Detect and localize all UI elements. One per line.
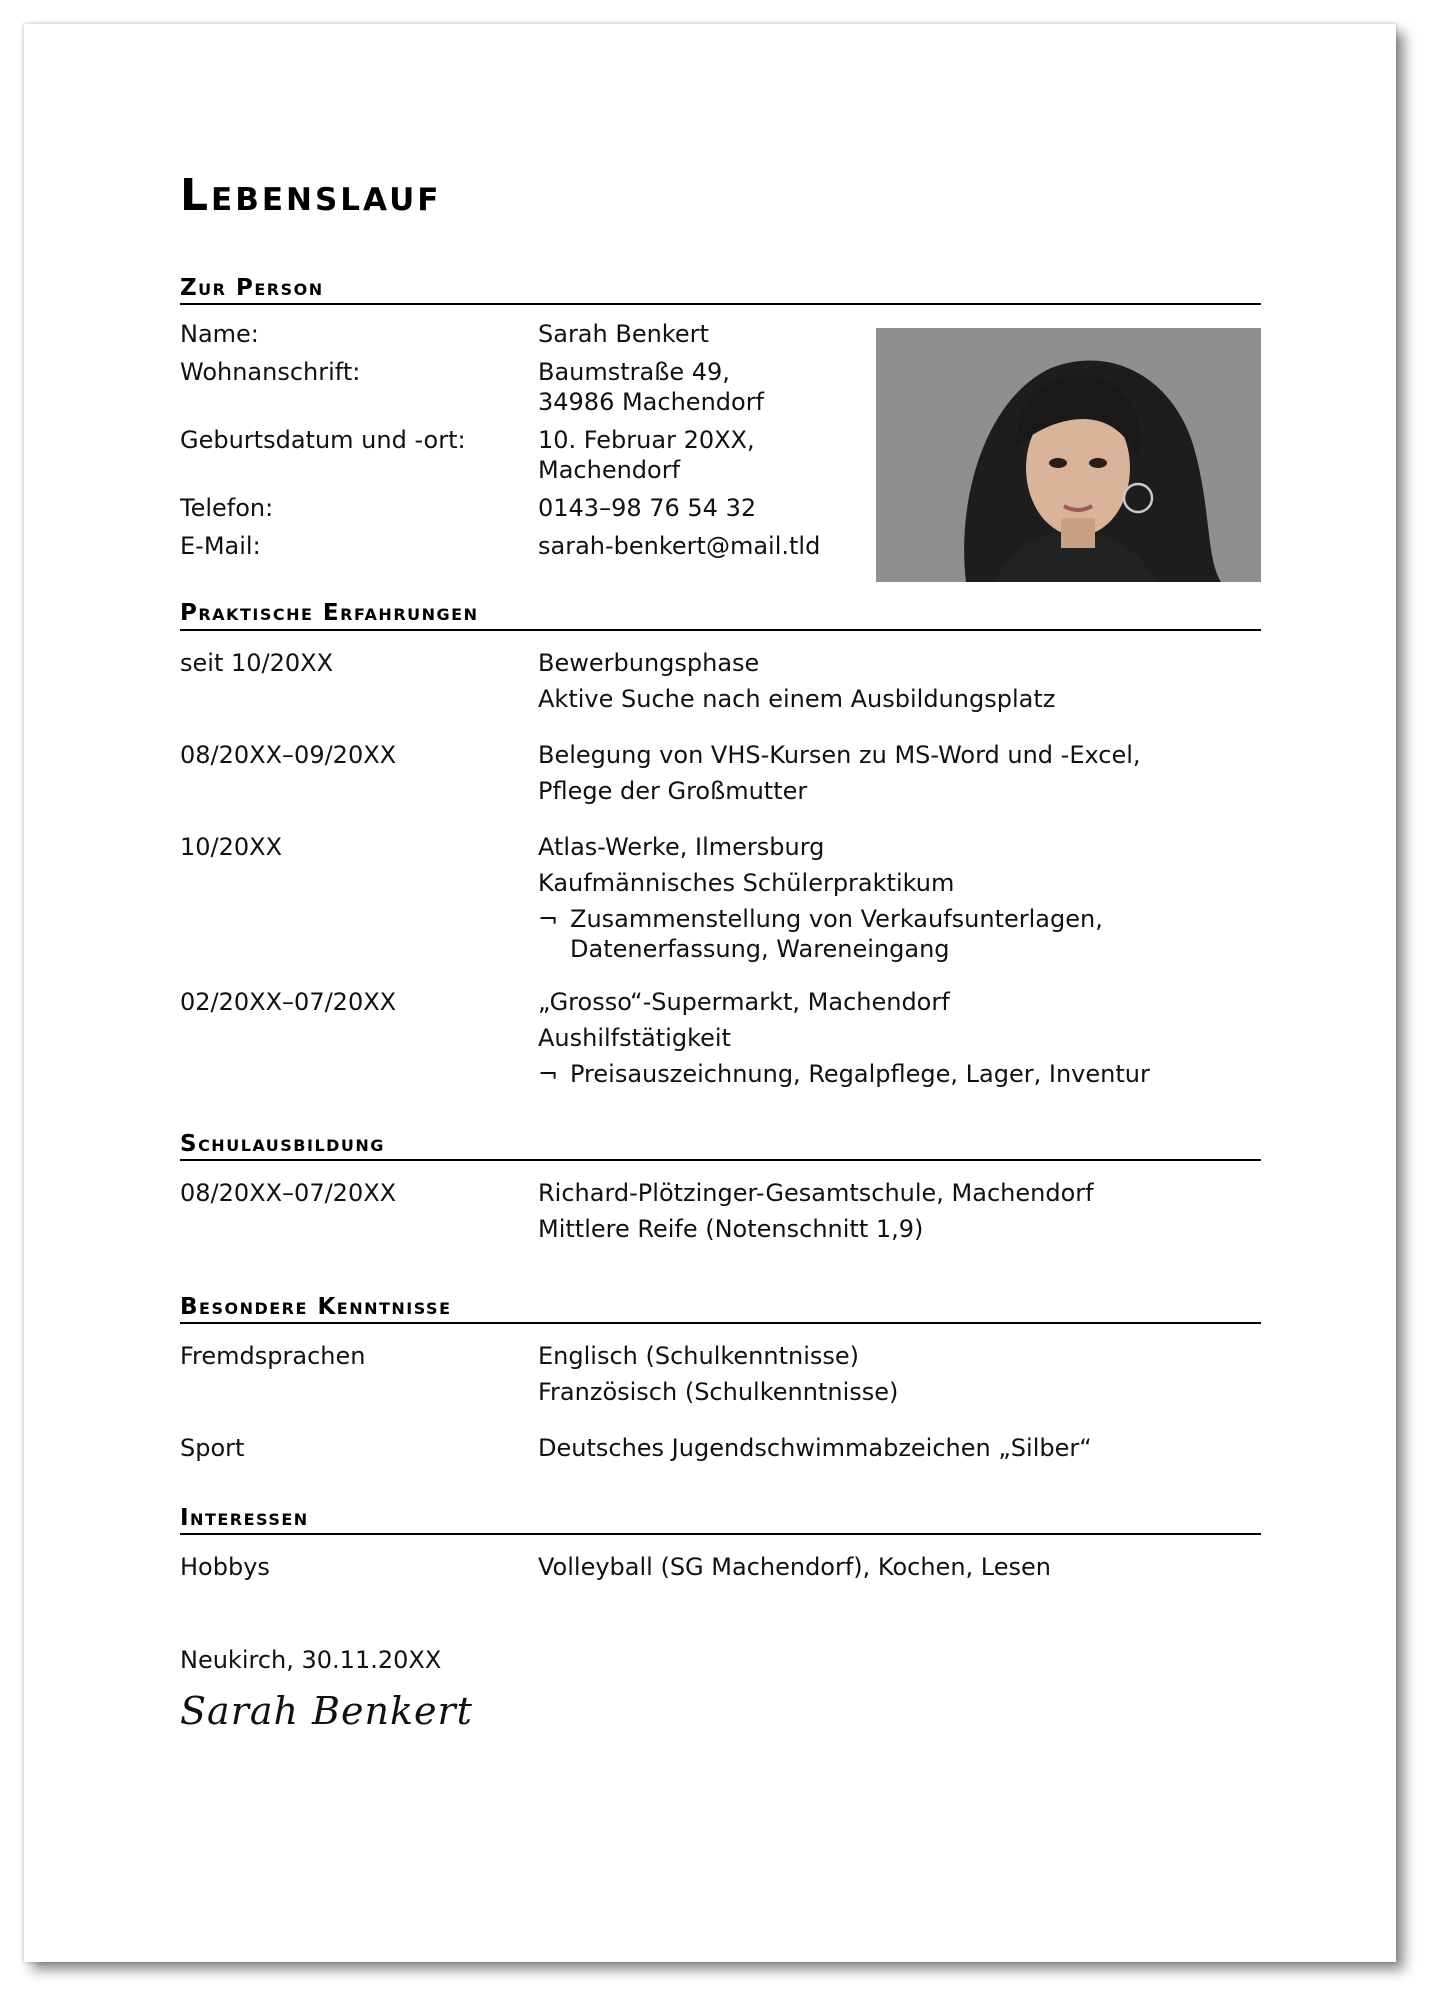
person-value <box>538 319 1261 349</box>
education-line: Richard-Plötzinger-Gesamtschule, Machendorf <box>538 1178 1094 1207</box>
person-value-line: Sarah Benkert <box>538 320 709 349</box>
person-value-line: Machendorf <box>538 456 681 485</box>
person-value-line: Baumstraße 49, <box>538 358 730 387</box>
experience-bullet-text: Zusammenstellung von Verkaufsunterlagen, Datenerfassung, Wareneingang <box>570 904 1103 963</box>
section-skills <box>180 1295 1261 1466</box>
education-entry <box>180 1175 1261 1247</box>
person-label: Wohnanschrift: <box>180 358 361 387</box>
person-row-email <box>180 531 1261 561</box>
person-label: Geburtsdatum und -ort: <box>180 426 466 455</box>
experience-line: Belegung von VHS-Kursen zu MS-Word und -Excel, <box>538 740 1141 769</box>
person-value <box>538 425 1261 485</box>
person-row-name <box>180 319 1261 349</box>
email-link[interactable]: sarah-benkert@mail.tld <box>538 532 821 561</box>
skills-label: Fremdsprachen <box>180 1342 366 1371</box>
experience-bullet-text: Preisauszeichnung, Regalpflege, Lager, Inventur <box>570 1059 1150 1088</box>
experience-details <box>538 984 1261 1092</box>
experience-details <box>538 829 1261 964</box>
experience-entry <box>180 829 1261 964</box>
skills-details <box>538 1338 1261 1410</box>
person-value <box>538 493 1261 523</box>
person-label: Telefon: <box>180 494 274 523</box>
experience-line: Aktive Suche nach einem Ausbildungsplatz <box>538 684 1056 713</box>
section-title-interests: Interessen <box>180 1506 1261 1535</box>
skills-details <box>538 1430 1261 1466</box>
skills-entry <box>180 1338 1261 1410</box>
section-experience <box>180 601 1261 1091</box>
person-row-phone <box>180 493 1261 523</box>
person-value <box>538 531 1261 561</box>
education-details <box>538 1175 1261 1247</box>
bullet-mark-icon: ¬ <box>538 904 559 933</box>
cv-page <box>24 24 1396 1962</box>
education-line: Mittlere Reife (Notenschnitt 1,9) <box>538 1214 924 1243</box>
person-label: Name: <box>180 320 259 349</box>
closing <box>180 1645 1261 1733</box>
experience-line: „Grosso“-Supermarkt, Machendorf <box>538 987 950 1016</box>
experience-line: Aushilfstätigkeit <box>538 1023 731 1052</box>
experience-entry <box>180 645 1261 717</box>
person-value-line: 10. Februar 20XX, <box>538 426 755 455</box>
experience-period: seit 10/20XX <box>180 648 334 677</box>
experience-period: 08/20XX–09/20XX <box>180 740 397 769</box>
person-value <box>538 357 1261 417</box>
section-education <box>180 1132 1261 1247</box>
person-value-line: 34986 Machendorf <box>538 388 765 417</box>
skills-entry <box>180 1430 1261 1466</box>
experience-line: Atlas-Werke, Ilmersburg <box>538 832 825 861</box>
experience-entry <box>180 737 1261 809</box>
person-value-line: 0143–98 76 54 32 <box>538 494 757 523</box>
section-interests <box>180 1506 1261 1585</box>
person-row-birth <box>180 425 1261 485</box>
experience-period: 10/20XX <box>180 832 283 861</box>
document-title: Lebenslauf <box>180 170 442 221</box>
experience-entry <box>180 984 1261 1092</box>
signature: Sarah Benkert <box>180 1689 473 1734</box>
experience-bullet <box>538 904 1170 964</box>
skills-label: Sport <box>180 1434 245 1463</box>
experience-details <box>538 645 1261 717</box>
skills-line: Französisch (Schulkenntnisse) <box>538 1378 899 1407</box>
experience-bullet <box>538 1056 1290 1092</box>
person-row-address <box>180 357 1261 417</box>
person-label: E-Mail: <box>180 532 261 561</box>
section-title-education: Schulausbildung <box>180 1132 1261 1161</box>
section-title-skills: Besondere Kenntnisse <box>180 1295 1261 1324</box>
cv-content <box>180 170 1261 1734</box>
section-title-experience: Praktische Erfahrungen <box>180 601 1261 630</box>
skills-line: Englisch (Schulkenntnisse) <box>538 1342 860 1371</box>
section-person <box>180 276 1261 561</box>
section-title-person: Zur Person <box>180 276 1261 305</box>
experience-line: Kaufmännisches Schülerpraktikum <box>538 868 955 897</box>
skills-line: Deutsches Jugendschwimmabzeichen „Silber“ <box>538 1434 1092 1463</box>
interests-details <box>538 1549 1261 1585</box>
interests-entry <box>180 1549 1261 1585</box>
interests-line: Volleyball (SG Machendorf), Kochen, Lesen <box>538 1553 1051 1582</box>
experience-period: 02/20XX–07/20XX <box>180 987 397 1016</box>
bullet-mark-icon: ¬ <box>538 1059 559 1088</box>
place-date: Neukirch, 30.11.20XX <box>180 1646 442 1675</box>
experience-line: Bewerbungsphase <box>538 648 760 677</box>
experience-line: Pflege der Großmutter <box>538 776 808 805</box>
experience-details <box>538 737 1261 809</box>
education-period: 08/20XX–07/20XX <box>180 1178 397 1207</box>
interests-label: Hobbys <box>180 1553 270 1582</box>
